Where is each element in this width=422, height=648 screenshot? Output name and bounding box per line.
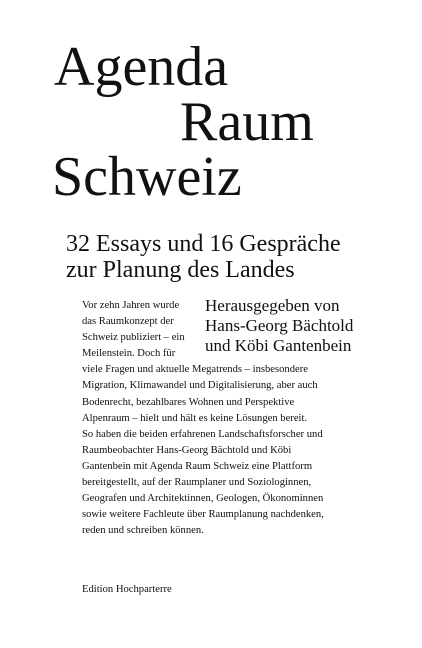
blurb-line: sowie weitere Fachleute über Raumplanung nachdenken, <box>82 509 324 521</box>
editors-line-3: und Köbi Gantenbein <box>205 336 352 355</box>
blurb-line: Geografen und Architektinnen, Geologen, Ökonominnen <box>82 493 324 505</box>
blurb-line: Schweiz publiziert – ein <box>82 332 185 344</box>
blurb-line: viele Fragen und aktuelle Megatrends – insbesondere <box>82 364 308 376</box>
title-line-2: Raum <box>180 91 314 153</box>
subtitle-line-2: zur Planung des Landes <box>66 257 295 283</box>
blurb-line: Vor zehn Jahren wurde <box>82 300 180 311</box>
blurb-line: Alpenraum – hielt und hält es keine Lösungen bereit. <box>82 412 308 424</box>
blurb-line: bereitgestellt, auf der Raumplaner und Soziologinnen, <box>82 477 312 489</box>
book-subtitle <box>66 231 341 283</box>
title-line-3: Schweiz <box>52 146 242 208</box>
blurb-line: Migration, Klimawandel und Digitalisierung, aber auch <box>82 380 318 392</box>
blurb-line: Bodenrecht, bezahlbares Wohnen und Perspektive <box>82 396 295 408</box>
blurb-line: Raumbeobachter Hans-Georg Bächtold und Köbi <box>82 444 292 456</box>
blurb-line: Gantenbein mit Agenda Raum Schweiz eine Plattform <box>82 460 313 472</box>
editors-line-1: Herausgegeben von <box>205 296 340 315</box>
publisher-name: Edition Hochparterre <box>82 584 172 595</box>
book-title <box>52 36 314 208</box>
cover-blurb <box>82 298 372 539</box>
blurb-line: reden und schreiben können. <box>82 525 204 537</box>
editors-line-2: Hans-Georg Bächtold <box>205 316 354 335</box>
blurb-line: das Raumkonzept der <box>82 316 174 328</box>
blurb-line: So haben die beiden erfahrenen Landschaftsforscher und <box>82 428 323 440</box>
title-line-1: Agenda <box>54 36 229 98</box>
blurb-line: Meilenstein. Doch für <box>82 348 176 360</box>
subtitle-line-1: 32 Essays und 16 Gespräche <box>66 231 341 257</box>
